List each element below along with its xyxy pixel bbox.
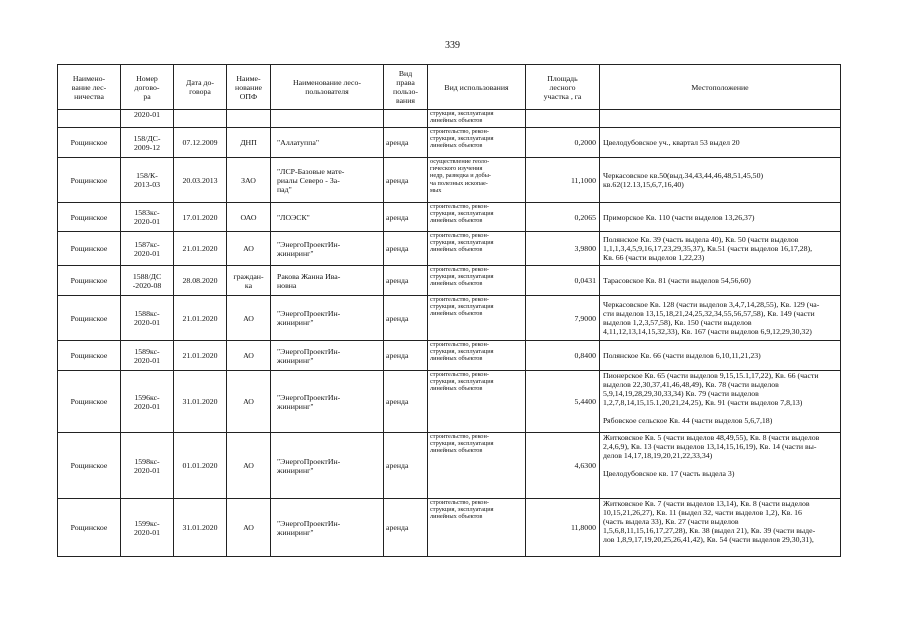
continuation-row [58,110,841,128]
location-cell: Тарасовское Кв. 81 (части выделов 54,56,60) [600,266,841,296]
table-row [58,158,841,203]
right-cell: аренда [384,158,428,203]
contract-no-cell: 1583кс- 2020-01 [121,203,174,232]
opf-cell: АО [227,296,271,341]
user-cell: "ЭнергоПроектИн- жиниринг" [271,296,384,341]
location-cell: Пионерское Кв. 65 (части выделов 9,15,15.1,17,22), Кв. 66 (части выделов 22,30,37,41,46,48,49), Кв. 78 (части выделов 5,9,14,19,28,29,30,33,34) Кв. 79 (части выделов 1,2,7,8,14,15,15.1,20,21,24,25), Кв. 91 (части выделов 7,8,13) Рябовское сельское Кв. 44 (части выделов 5,6,7,18) [600,371,841,433]
user-cell: "ЭнергоПроектИн- жиниринг" [271,499,384,557]
area-cell [526,110,600,128]
table-row [58,296,841,341]
contract-no-cell: 1589кс- 2020-01 [121,341,174,371]
table-row [58,266,841,296]
right-cell: аренда [384,296,428,341]
opf-cell: ДНП [227,128,271,158]
date-cell: 21.01.2020 [174,296,227,341]
user-cell: "Аллатуппа" [271,128,384,158]
right-cell: аренда [384,371,428,433]
forestry-cell: Рощинское [58,341,121,371]
opf-cell: АО [227,371,271,433]
location-cell [600,110,841,128]
area-cell: 0,2000 [526,128,600,158]
table-row [58,128,841,158]
date-cell [174,110,227,128]
header-area: Площадь лесного участка , га [526,65,600,110]
table-row [58,232,841,266]
date-cell: 07.12.2009 [174,128,227,158]
forestry-cell: Рощинское [58,433,121,499]
contract-no-cell: 1599кс- 2020-01 [121,499,174,557]
table-row [58,433,841,499]
usage-cell: строительство, рекон- струкция, эксплуатация линейных объектов [428,232,526,266]
right-cell: аренда [384,232,428,266]
right-cell: аренда [384,433,428,499]
contract-no-cell: 1588/ДС -2020-08 [121,266,174,296]
location-cell: Черкасовское кв.50(выд.34,43,44,46,48,51,45,50) кв.62(12.13,15,6,7,16,40) [600,158,841,203]
contract-no-cell: 1596кс- 2020-01 [121,371,174,433]
right-cell: аренда [384,128,428,158]
area-cell: 11,8000 [526,499,600,557]
area-cell: 4,6300 [526,433,600,499]
forestry-cell: Рощинское [58,499,121,557]
user-cell: "ЛОЭСК" [271,203,384,232]
table-row [58,499,841,557]
opf-cell: ЗАО [227,158,271,203]
opf-cell: АО [227,499,271,557]
area-cell: 3,9800 [526,232,600,266]
page-number: 339 [445,40,460,51]
header-row [58,65,841,110]
location-cell: Житковское Кв. 5 (части выделов 48,49,55), Кв. 8 (части выделов 2,4,6,9), Кв. 13 (части выделов 13,14,15,16,19), Кв. 14 (части вы- делов 14,17,18,19,20,21,22,33,34) Цвелодубовское кв. 17 (часть выдела 3) [600,433,841,499]
location-cell: Черкасовское Кв. 128 (части выделов 3,4,7,14,28,55), Кв. 129 (ча- сти выделов 13,15,18,21,24,25,32,34,55,56,57,58), Кв. 149 (части выделов 1,2,3,57,58), Кв. 150 (части выделов 4,11,12,13,14,15,32,33), Кв. 167 (части выделов 6,9,12,29,30,32) [600,296,841,341]
header-forestry: Наимено- вание лес- ничества [58,65,121,110]
location-cell: Цвелодубовское уч., квартал 53 выдел 20 [600,128,841,158]
user-cell [271,110,384,128]
header-user: Наименование лесо- пользователя [271,65,384,110]
contract-no-cell: 1598кс- 2020-01 [121,433,174,499]
usage-cell: строительство, рекон- струкция, эксплуатация линейных объектов [428,341,526,371]
header-contract-date: Дата до- говора [174,65,227,110]
date-cell: 31.01.2020 [174,499,227,557]
forestry-cell [58,110,121,128]
user-cell: "ЛСР-Базовые мате- риалы Северо - За- пад" [271,158,384,203]
opf-cell: АО [227,232,271,266]
table-row [58,341,841,371]
location-cell: Полянское Кв. 39 (часть выдела 40), Кв. 50 (части выделов 1,1,1,3,4,5,9,16,17,23,29,35,37), Кв.51 (части выделов 16,17,28), Кв. 66 (части выделов 1,22,23) [600,232,841,266]
area-cell: 11,1000 [526,158,600,203]
lease-table [57,64,841,557]
right-cell: аренда [384,203,428,232]
forestry-cell: Рощинское [58,266,121,296]
user-cell: "ЭнергоПроектИн- жиниринг" [271,232,384,266]
right-cell: аренда [384,266,428,296]
header-right-type: Вид права пользо- вания [384,65,428,110]
contract-no-cell: 1587кс- 2020-01 [121,232,174,266]
usage-cell: строительство, рекон- струкция, эксплуатация линейных объектов [428,266,526,296]
location-cell: Приморское Кв. 110 (части выделов 13,26,37) [600,203,841,232]
right-cell: аренда [384,341,428,371]
date-cell: 21.01.2020 [174,341,227,371]
right-cell: аренда [384,499,428,557]
usage-cell: строительство, рекон- струкция, эксплуатация линейных объектов [428,203,526,232]
usage-cell: строительство, рекон- струкция, эксплуатация линейных объектов [428,296,526,341]
user-cell: "ЭнергоПроектИн- жиниринг" [271,341,384,371]
location-cell: Житковское Кв. 7 (части выделов 13,14), Кв. 8 (части выделов 10,15,21,26,27), Кв. 11 (выдел 32, части выделов 1,2), Кв. 16 (часть выдела 33), Кв. 27 (части выделов 1,5,6,8,11,15,16,17,27,28), Кв. 38 (выдел 21), Кв. 39 (части выде- лов 1,8,9,17,19,20,25,26,41,42), Кв. 54 (части выделов 29,30,31), [600,499,841,557]
date-cell: 21.01.2020 [174,232,227,266]
location-cell: Полянское Кв. 66 (части выделов 6,10,11,21,23) [600,341,841,371]
contract-no-cell: 2020-01 [121,110,174,128]
forestry-cell: Рощинское [58,128,121,158]
opf-cell [227,110,271,128]
area-cell: 0,2065 [526,203,600,232]
forestry-cell: Рощинское [58,296,121,341]
area-cell: 5,4400 [526,371,600,433]
usage-cell: струкция, эксплуатация линейных объектов [428,110,526,128]
usage-cell: строительство, рекон- струкция, эксплуатация линейных объектов [428,371,526,433]
date-cell: 20.03.2013 [174,158,227,203]
date-cell: 01.01.2020 [174,433,227,499]
contract-no-cell: 158/ДС- 2009-12 [121,128,174,158]
user-cell: Ракова Жанна Ива- новна [271,266,384,296]
forestry-cell: Рощинское [58,203,121,232]
user-cell: "ЭнергоПроектИн- жиниринг" [271,433,384,499]
header-location: Местоположение [600,65,841,110]
header-opf: Наиме- нование ОПФ [227,65,271,110]
date-cell: 31.01.2020 [174,371,227,433]
forestry-cell: Рощинское [58,371,121,433]
usage-cell: строительство, рекон- струкция, эксплуатация линейных объектов [428,499,526,557]
header-usage: Вид использования [428,65,526,110]
usage-cell: строительство, рекон- струкция, эксплуатация линейных объектов [428,128,526,158]
date-cell: 17.01.2020 [174,203,227,232]
opf-cell: АО [227,433,271,499]
contract-no-cell: 1588кс- 2020-01 [121,296,174,341]
opf-cell: граждан- ка [227,266,271,296]
area-cell: 7,9000 [526,296,600,341]
opf-cell: ОАО [227,203,271,232]
area-cell: 0,8400 [526,341,600,371]
right-cell [384,110,428,128]
usage-cell: осуществление геоло- гического изучения недр, разведка и добы- ча полезных ископае- мых [428,158,526,203]
opf-cell: АО [227,341,271,371]
header-contract-no: Номер догово- ра [121,65,174,110]
contract-no-cell: 158/К- 2013-03 [121,158,174,203]
forestry-cell: Рощинское [58,232,121,266]
user-cell: "ЭнергоПроектИн- жиниринг" [271,371,384,433]
area-cell: 0,0431 [526,266,600,296]
forestry-cell: Рощинское [58,158,121,203]
table-row [58,371,841,433]
table-row [58,203,841,232]
date-cell: 28.08.2020 [174,266,227,296]
usage-cell: строительство, рекон- струкция, эксплуатация линейных объектов [428,433,526,499]
